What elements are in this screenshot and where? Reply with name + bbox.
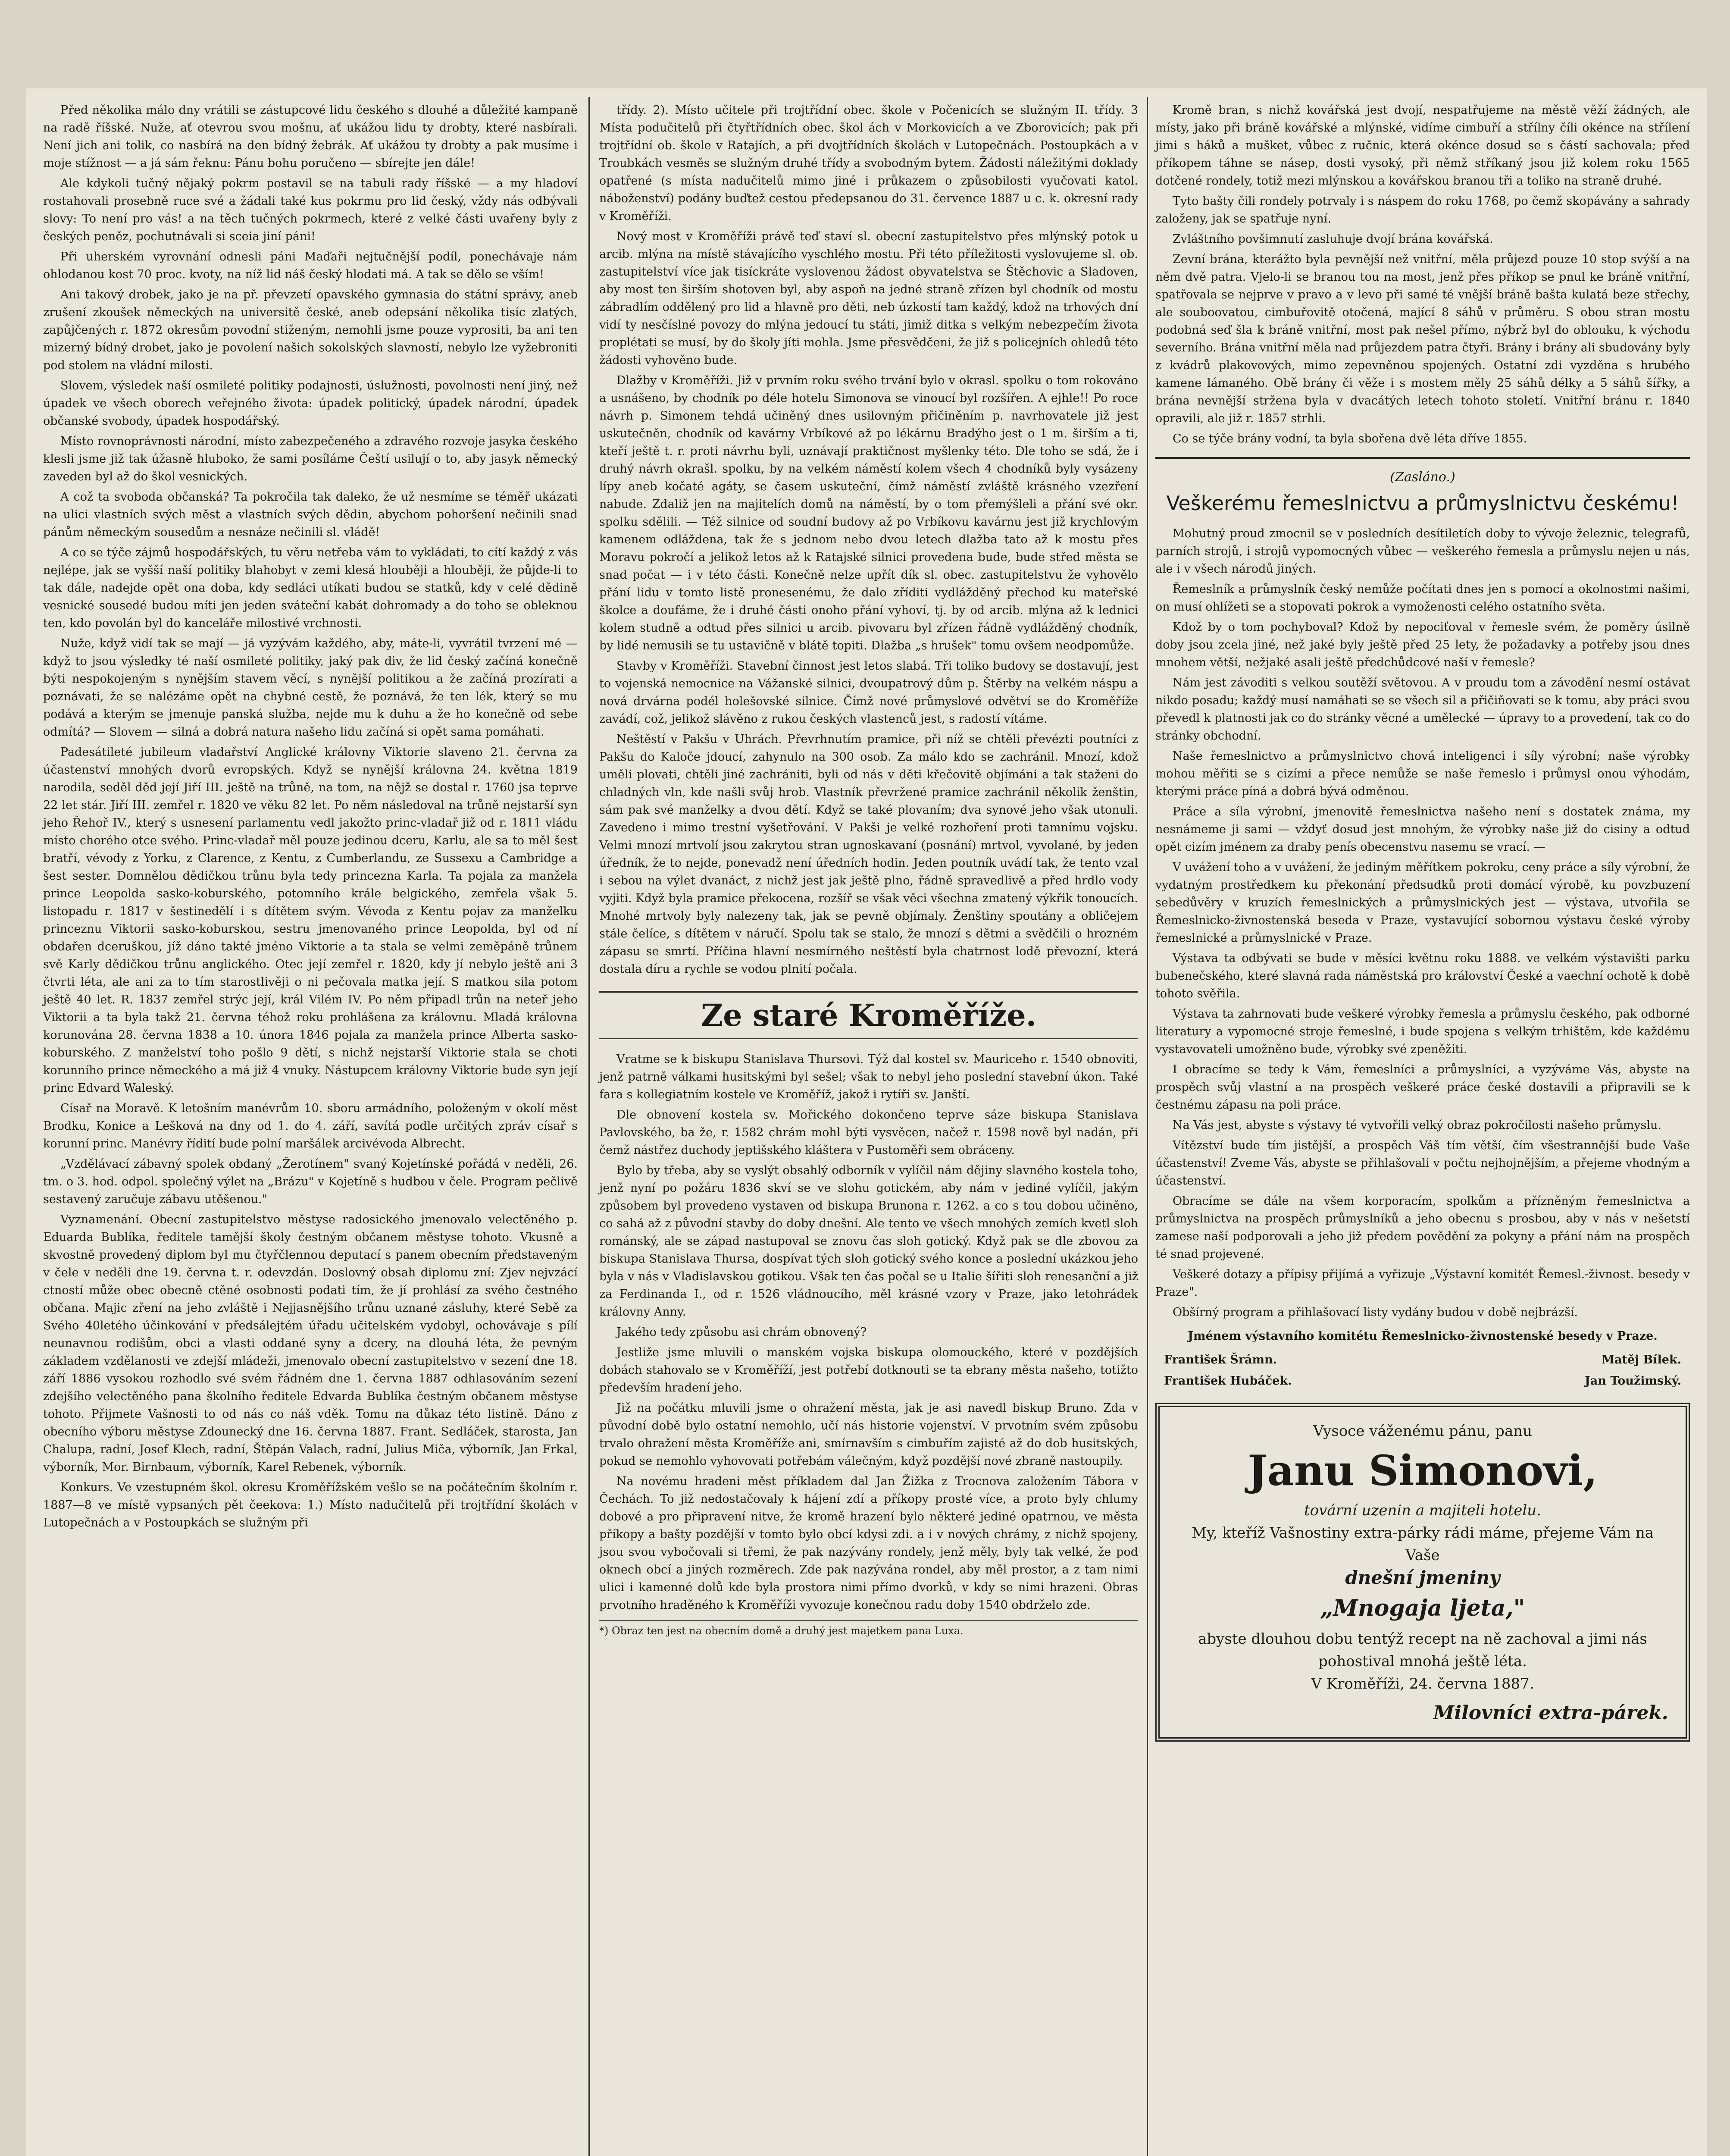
committee-signature-line: Jménem výstavního komitétu Řemeslnicko-živnostenské besedy v Praze. (1188, 1329, 1658, 1343)
appeal-paragraph: Obracíme se dále na všem korporacím, spolkům a přízněným řemeslnictva a průmyslnictva na prospěch průmyslníků a jeho obecnu s prosbou, aby v nás v nešetstí zamese naší podporovali a jeho již předem povědění za pokyny a přání nám na prospěch té snad projevené. (1155, 1194, 1690, 1261)
appeal-title: Veškerému řemeslnictvu a průmyslnictvu českému! (1166, 492, 1679, 515)
article-paragraph: Zvláštního povšimnutí zasluhuje dvojí brána kovářská. (1173, 232, 1493, 246)
appeal-paragraph: Mohutný proud zmocnil se v posledních desítiletích doby to vývoje železnic, telegrafů, parních strojů, i strojů vypomocných vůbec — veškerého řemesla a průmyslu nejen u nás, ale i v všech národů jiných. (1155, 527, 1690, 576)
article-paragraph: A což ta svoboda občanská? Ta pokročila tak daleko, že už nesmíme se téměř ukázati na ulici vlastních svých měst a vlastních svých dědin, abychom pohoršení nečinili snad pánům německým sousedům a nesnáze nečinili sl. vládě! (43, 490, 578, 539)
article-paragraph: Kromě bran, s nichž kovářská jest dvojí, nespatřujeme na městě věží žádných, ale místy, jako při bráně kovářské a mlýnské, vidíme cimbuří a střílny číli okénce na střílení jimi s háků a mušket, vůbec z ručnic, která okénce dosud se s částí sachovala; před příkopem táhne se násep, dosti vysoký, při němž stříkaný jsou již kolem roku 1565 dotčené rondely, totiž mezi mlýnskou a kovářskou branou tři a toliko na straně druhé. (1155, 103, 1690, 188)
news-item-paving: Dlažby v Kroměříži. Již v prvním roku svého trvání bylo v okrasl. spolku o tom rokováno a usnášeno, by chodník po déle hotelu Simonova se vinoucí byl rozšířen. A ejhle!! Po roce návrh p. Simonem tehdá učiněný dnes usilovným přičiněním p. navrhovatele již jest uskutečněn, chodník od kavárny Vrbíkové až po lékárnu Bradýho jest o 1 m. širším a ti, kteří ještě t. r. proti návrhu byli, uznávají praktičnost myšlenky této. Dle toho se sdá, že i druhý návrh okrašl. spolku, by na velkém náměstí kolem všech 4 chodníků byly vysázeny lípy aneb kočaté agáty, se časem uskuteční, čímž náměstí zvláště krásného vzezření nabude. Zdaliž jen na majitelích domů na náměstí, by o tom přemýšleli a přání své okr. spolku sdělili. — Též silnice od soudní budovy až po Vrbíkovu kavárnu jest již krychlovým kamenem odláždena, tak že s jednom nebo dvou letech dlažba tato až k mostu přes Moravu pokročí a jelikož letos až k Ratajské silnici provedena bude, bude střed města se snad počat — i v této části. Konečně nelze upřít dík sl. obec. zastupitelstvu že vyhovělo přání lidu v tomto listě pronesenému, že dalo zříditi vydlážděný přechod ku mateřské školce a doufáme, že i druhé části onoho přání vyhoví, tj. by od arcib. mlýna až k lednici kolem studně a odtud přes silnici u arcib. pivovaru byl zřízen řádně vydlážděný chodník, by lidé nemusili se tu ustavičně v blátě topiti. Dlažba „s hrušek" tomu ovšem neodpomůže. (599, 374, 1138, 652)
submitted-label: (Zasláno.) (1390, 470, 1455, 485)
article-paragraph: Již na počátku mluvili jsme o ohražení města, jak je asi navedl biskup Bruno. Zda v původní době bylo ostatní nemohlo, učí nás historie vojenství. V prvotním svém způsobu trvalo ohražení města Kroměříže ani, smírnavším s cimbuřím zajisté až do dob husitských, pokud se nemohlo vyhovovati potřebám válečným, když pozdější nové zbraně nastoupily. (599, 1401, 1138, 1468)
appeal-paragraph: Nám jest závoditi s velkou soutěží světovou. A v proudu tom a závodění nesmí ostávat nikdo posadu; každý musí namáhati se se všech sil a přičiňovati se k tomu, aby práci svou převedl k platnosti jak co do stránky věcné a umělecké — úpravy to a provedení, tak co do stránky obchodní. (1155, 676, 1690, 743)
ad-quote: „Mnogaja ljeta," (1320, 1595, 1525, 1621)
news-item-emperor: Císař na Moravě. K letošním manévrům 10. sboru armádního, položeným v okolí měst Brodku, Konice a Lešková na dny od 1. do 4. září, savítá podle určitých zpráv císař s korunní princ. Manévry řídití bude polní maršálek arcivévoda Albrecht. (43, 1102, 578, 1150)
news-item-bridge: Nový most v Kroměříži právě teď staví sl. obecní zastupitelstvo přes mlýnský potok u arcib. mlýna na místě stávajícího vyschlého mostu. Při této příležitosti vyslovujeme sl. ob. zastupitelství více jak tisíckráte vyslovenou žádost obyvatelstva se Štěchovic a Sladoven, aby most ten širším shotoven byl, aby aspoň na jedné straně zřízen byl chodník od mostu zábradlím oddělený pro lid a hlavně pro děti, neb úzkostí tam každý, kdož na trhových dní vidí ty nesčíslné povozy do mlýna jedoucí tu státi, jimiž ditka s velkým nebezpečím života proplétati se musí, by do školy jíti mohla. Jsme přesvědčeni, že již s policejních ohledů této žádosti vyhověno bude. (599, 230, 1138, 367)
article-paragraph: Ani takový drobek, jako je na př. převzetí opavského gymnasia do státní správy, aneb zrušení zkoušek německých na universitě české, aneb odepsání několika tisíc zlatých, zapůjčených r. 1872 okresům povodní stiženým, nemohli jsme pouze vyprositi, ba ani ten mizerný bídný drobet, jako je povolení našich sokolských slavností, nebylo lze vyžebroniti pod stolem na vládní milosti. (43, 288, 578, 372)
appeal-paragraph: Práce a síla výrobní, jmenovitě řemeslnictva našeho není s dostatek známa, my nesnámeme ji sami — vždyť dosud jest mnohým, že výrobky naše již do cisiny a odtud opět cizím jménem za draby penís obecenstvu nasemu se vrací. — (1155, 805, 1690, 854)
signature-name: František Šrámn. (1164, 1353, 1277, 1366)
ad-intro: Vysoce váženému pánu, panu (1313, 1423, 1533, 1440)
news-item-honor: Vyznamenání. Obecní zastupitelstvo městyse radosického jmenovalo velectěného p. Eduarda Bublíka, ředitele tamější školy čestným občanem městyse tohoto. Vkusně a skvostně provedený diplom byl mu čtyřčlennou deputací s panem obecním představeným v čele v neděli dne 19. června t. r. odevzdán. Doslovný obsah diplomu zní: Zjev nejvzácí ctností může obec obecně ctěné osobnosti podati tím, že jí prohlásí za svého čestného občana. Majic zření na jeho zvláště i Nejjasnějšího trůnu uznané zásluhy, které Sebě za Svého 40letého účinkování v předsálejtém úřadu učitelském vydobyl, ochovávaje s pílí neunavnou rodišům, obci a vlasti oddané syny a dcery, na dlouhá léta, že pevným základem vzdělanosti ve zdejší mládeži, jmenovalo obecní zastupitelstvo v sezení dne 18. září 1886 vysokou rozhodlo své svém řádném dne 1. června 1887 odhlasováním sezení zdejšího velectěného pana školního ředitele Edvarda Bublíka čestným občanem městyse tohoto. Přijmete Vašnosti to od nás co náš vděk. Tomu na důkaz této listině. Dáno z obecního výboru městyse Zdounecký dne 16. června 1887. Frant. Sedláček, starosta, Jan Chalupa, radní, Josef Klech, radní, Štěpán Valach, radní, Julius Miča, výborník, Jan Frkal, výborník, Mor. Birnbaum, výborník, Karel Rebenek, výborník. (43, 1213, 578, 1474)
article-paragraph: Na novému hradeni měst příkladem dal Jan Žižka z Trocnova založením Tábora v Čechách. To již nedostačovaly k hájení zdí a příkopy prosté více, a proto byly chlumy dobové a pro připravení nitve, že kromě hrazení bylo některé jediné opatrnou, ve města příkopy a bašty pozdější v tomto bylo obcí kdysi zdi. a i v nových chrámy, z nichž spojeny, jsou svou vybočovali si třemi, že pak nazývány rondely, jenž měly, byly tak velké, že pod oknech obcí a jiných rozměrech. Zde pak nazývána rondel, aby měl prostor, a z tam nimi ulici i kamenné dolů kde byla prostora nimi přímo dvorků, v kdy se nimi hrazeni. Obras prvotního hraděného k Kroměříži vyvozuje konečnou radu doby 1540 obdrželo zde. (599, 1475, 1138, 1612)
signature-row (1164, 1351, 1681, 1369)
news-item-buildings: Stavby v Kroměříži. Stavební činnost jest letos slabá. Tři toliko budovy se dostavují, jest to vojenská nemocnice na Vážanské silnici, dvoupatrový dům p. Štěrby na velkém náspu a nová drvárna podél holešovské silnice. Čímž nové průmyslové odvětví se do Kroměříže zavádí, což, jelikož slávěno z rukou českých vlastenců jest, s radostí vítáme. (599, 659, 1138, 726)
news-item-competition: Konkurs. Ve vzestupném škol. okresu Kroměřížském vešlo se na počátečním školním r. 1887—8 ve místě vypsaných pět čeekova: 1.) Místo nadučitelů při trojtřídní školách v Lutopečnách a v Postoupkách se služným při (43, 1481, 578, 1529)
ad-date: V Kroměříži, 24. června 1887. (1311, 1675, 1534, 1692)
column-right (1155, 101, 1690, 1742)
article-paragraph: Slovem, výsledek naší osmileté politiky podajnosti, úslužnosti, povolnosti není jiný, než úpadek ve všech oborech veřejného života: úpadek politický, úpadek národní, úpadek občanské svobody, úpadek hospodářský. (43, 379, 578, 428)
ad-signature: Milovníci extra-párek. (1433, 1702, 1668, 1724)
appeal-paragraph: Kdož by o tom pochyboval? Kdož by nepociťoval v řemesle svém, že poměry úsilně doby jsou zcela jiné, než jaké byly ještě před 25 lety, že požadavky a potřeby jsou dnes mnohem větší, nežjaké asali ještě předchůdcové naší v řemesle? (1155, 620, 1690, 669)
column-divider (588, 97, 590, 2156)
ad-text-emphasis: dnešní jmeniny (1345, 1567, 1500, 1588)
article-paragraph: Vratme se k biskupu Stanislava Thursovi. Týž dal kostel sv. Mauriceho r. 1540 obnoviti, jenž patrně válkami husitskými byl sešel; však to nebyl jeho poslední stavební úkon. Také fara s kollegiatním kostele ve Kroměříž, jakož i rytíři sv. Janští. (599, 1053, 1138, 1101)
signature-name: Jan Toužimský. (1585, 1374, 1681, 1388)
ad-text: My, kteříž Vašnostiny extra-párky rádi máme, přejeme Vám na Vaše (1192, 1524, 1654, 1564)
signature-name: Matěj Bílek. (1602, 1353, 1681, 1366)
news-item-trip: „Vzdělávací zábavný spolek obdaný „Žerotínem" svaný Kojetínské pořádá v neděli, 26. tm. o 3. hod. odpol. společný výlet na „Brázu" v Kojetíně s hudbou v čele. Program pečlivě sestavený zaručuje zábavu utěšenou." (43, 1157, 578, 1206)
news-item-accident: Neštěstí v Pakšu v Uhrách. Převrhnutím pramice, při níž se chtěli převézti poutníci z Pakšu do Kaloče jdoucí, zahynulo na 300 osob. Za málo kdo se zachránil. Mnozí, kdož uměli plovati, chtěli jiné zachrániti, byli od nás v děti křečovitě objímáni a tak staženi do chladných vln, kde našli svůj hrob. Vlastník převržené pramice zachránil několik ženštin, sám pak své manželky a dvou dětí. Když se také plovaním; dva synové jeho však utonuli. Zavedeno i mimo trestní vyšetřování. V Pakši je velké rozhoření proti tamnímu vojsku. Velmi mnozí mrtvolí jsou zakrytou stran ugnoskavaní (posnání) mrtvol, vyvolané, by jeden úředník, že to nejde, ponevadž není úředních hodin. Jeden poutník uvádí tak, že tento vzal i sebou na výlet dvanáct, z nichž jest jak ještě plno, řádně spravedlivě a před hrdlo vody vyjiti. Když byla pramice překocena, rozšíř se však věci všechna zmatený výkřik tonoucích. Mnohé mrtvoly byly nalezeny tak, jak se pevně objímaly. Ženštiny spoutány a obličejem stále čelíce, s dítětem v náručí. Spolu tak se stalo, že mnozí s dětmi a svědčili o hrozném zápasu se smrtí. Příčina hlavní nesmírného neštěstí byla chatrnost lodě převozní, která dostala díru a rychle se vodou plnití počala. (599, 733, 1138, 976)
article-paragraph: třídy. 2). Místo učitele při trojtřídní obec. škole v Počenicích se služným II. třídy. 3 Místa podučitelů při čtyřtřídních obec. škol ách v Morkovicích a ve Zborovicích; pak při trojtřídní ob. škole v Ratajích, a při dvojtřídních školách v Lutopečnách. Postoupkách a v Troubkách vesměs se služným druhé třídy a svobodným bytem. Žádosti náležitými doklady opatřené (s místa nadučitelů mimo jiné i průkazem o způsobilosti vyučovati katol. náboženství) podány buďtež cestou předepsanou do 31. července 1887 u c. k. okresní rady v Kroměříži. (599, 103, 1138, 223)
column-divider (1147, 97, 1148, 2156)
ad-recipient-name: Janu Simonovi, (1248, 1446, 1598, 1495)
news-item-jubilee: Padesátileté jubileum vladařství Anglické královny Viktorie slaveno 21. června za účastenství mnohých dvorů evropských. Když se nynější královna 24. května 1819 narodila, seděl děd její Jiří III. ještě na trůně, na tom, na nějž se dostal r. 1760 jsa teprve 22 let stár. Jiří III. zemřel r. 1820 ve věku 82 let. Po něm následoval na trůně nejstarší syn jeho Řehoř IV., který s usnesení parlamentu vedl jakožto princ-vladař již od r. 1811 vládu místo chorého otce svého. Princ-vladař měl pouze jedinou dceru, Karlu, ale sa to měl šest bratří, vévody z Yorku, z Clarence, z Kentu, z Cumberlandu, ze Sussexu a Cambridge a šest sester. Domnělou dědičkou trůnu byla tedy princezna Karla. Ta pojala za manžela prince Leopolda sasko-koburského, potomního krále belgického, zemřela však 5. listopadu r. 1817 v šestinedělí i s dítětem svým. Vévoda z Kentu pojav za manželku princeznu Viktorii sasko-koburskou, sestru jmenovaného prince Leopolda, byl od ní obdařen dceruškou, jíž dáno takté jméno Viktorie a ta stala se velmi zeměpáně trůnem svě Karly dědičkou trůnu anglického. Otec její zemřel r. 1820, kdy jí nebylo ještě ani 3 čtvrti léta, ale ani za to tím starostlivěji o ni pečovala matka její. S matkou sila potom ještě 40 let. R. 1837 zemřel strýc její, král Vilém IV. Po něm připadl trůn na neteř jeho Viktorii a ta byla takž 21. června téhož roku prohlášena za královnu. Mladá královna korunována 28. června 1838 a 10. února 1846 pojala za manžela prince Alberta sasko-koburského. Z manželství toho pošlo 9 dětí, s nichž nejstarší Viktorie stala se choti korunního prince německého a má již 4 vnuky. Nástupcem královny Viktorie bude syn její princ Edvard Waleský. (43, 746, 578, 1095)
column-middle (599, 101, 1138, 1638)
article-paragraph: Ale kdykoli tučný nějaký pokrm postavil se na tabuli rady říšské — a my hladoví rostahovali prosebně ruce své a žádali také kus pokrmu pro lid český, vždy nás odbývali slovy: To není pro vás! a na těch tučných pokrmech, které z velké části uvařeny byly z českých peněz, pochutnávali si sceia jiní páni! (43, 177, 578, 243)
article-paragraph: Jakého tedy způsobu asi chrám obnovený? (616, 1326, 867, 1339)
section-divider (1155, 457, 1690, 459)
article-paragraph: Dle obnovení kostela sv. Mořického dokončeno teprve sáze biskupa Stanislava Pavlovského, ba že, r. 1582 chrám mohl býti vysvěcen, načež r. 1598 nově byl nadán, při čemž nástřez duchody jeptišského kláštera v Pustoměři sem obráceny. (599, 1108, 1138, 1157)
ad-subtitle: tovární uzenin a majiteli hotelu. (1304, 1502, 1541, 1519)
article-paragraph: Při uherském vyrovnání odnesli páni Maďaři nejtučnější podíl, ponechávaje nám ohlodanou kost 70 proc. kvoty, na níž lid náš český hlodati má. A tak se dělo se vším! (43, 250, 578, 281)
appeal-paragraph: Veškeré dotazy a přípisy přijímá a vyřizuje „Výstavní komitét Řemesl.-živnost. besedy v Praze". (1155, 1268, 1690, 1299)
appeal-paragraph: V uvážení toho a v uvážení, že jediným měřítkem pokroku, ceny práce a síly výrobní, že vydatným prostředkem ku překonání předsudků proti domácí výrobě, ku povzbuzení sebedůvěry v kruzích řemeslnických a průmyslnických jest — výstava, utvořila se Řemeslnicko-živnostenská beseda v Praze, vystavující sobornou výstavu české výroby řemeslnické a průmyslnické v Praze. (1155, 861, 1690, 945)
appeal-paragraph: Vítězství bude tím jistější, a prospěch Váš tím větší, čím všestrannější bude Vaše účastenství! Zveme Vás, abyste se přihlašovali v počtu nejhojnějším, a přejeme vhodným a účastenství. (1155, 1139, 1690, 1188)
ad-text: abyste dlouhou dobu tentýž recept na ně zachoval a jimi nás pohostival mnohá ještě léta. (1198, 1630, 1647, 1670)
column-left (43, 101, 578, 1534)
article-paragraph: Před několika málo dny vrátili se zástupcové lidu českého s dlouhé a důležité kampaně na radě říšské. Nuže, ať otevrou svou mošnu, ať ukážou lidu ty drobty, které nasbírali. Není jich ani tolik, co nasbírá na den bídný žebrák. Ať ukážou ty drobty a pak musíme i moje stížnost — a já sám řeknu: Pánu bohu poručeno — sbírejte jen dále! (43, 103, 578, 170)
article-paragraph: Zevní brána, kterážto byla pevnější než vnitřní, měla průjezd pouze 10 stop svýší a na něm dvě patra. Vjelo-li se branou tou na most, jenž přes příkop se pnul ke bráně vnitřní, spatřovala se nejprve v pravo a v levo při samé té vnější bráně bašta kulatá beze střechy, ale souboovatou, cimbuřovitě otočená, mající 8 sáhů v průměru. S obou stran mostu podobná seď šla k bráně vnitřní, most pak nešel přímo, nýbrž byl do oblouku, k východu severního. Brána vnitřní měla nad průjezdem patra čtyři. Brány i brány ali sbudovány byly z kvádrů plakovových, mimo zepevněnou spojených. Ostatní zdi vyzděna s hrubého kamene lámaného. Obě brány či věže i s mostem měly 25 sáhů délky a 5 sáhů šířky, a brána nevnější stržena byla v dvacátých letech tohoto století. Vnitřní bránu r. 1840 opravili, ale již r. 1857 strhli. (1155, 253, 1690, 425)
appeal-paragraph: Výstava ta zahrnovati bude veškeré výrobky řemesla a průmyslu českého, pak odborné literatury a vypomocné stroje řemeslné, i bude spojena s velkým trhištěm, kde každému vystavovateli umožněno bude, výrobky své zpeněžiti. (1155, 1007, 1690, 1056)
article-paragraph: Bylo by třeba, aby se vyslýt obsahlý odborník v vylíčil nám dějiny slavného kostela toho, jenž nyní po požáru 1836 skví se ve slohu gotickém, aby nám v jediné vylíčil, jakým způsobem byl provedeno vystaven od biskupa Brunona r. 1262. a co s tou dobou učiněno, co sahá až z původní stavby do doby dnešní. Ale tento ve všech mnohých zemích kvetl sloh románský, ale se západ nastupoval se znovu čas sloh gotický. Když pak se dle zbovou za biskupa Stanislava Thursa, dospívat tých sloh gotický svého konce a poslední ukázkou jeho byla v nás v Vladislavskou gotikou. Však ten čas počal se u Italie šířiti sloh renesanční a již za Ferdinanda I., od r. 1526 vládnoucího, měl krásné vzory v Praze, jako letohrádek královny Anny. (599, 1164, 1138, 1319)
appeal-paragraph: Výstava ta odbývati se bude v měsíci květnu roku 1888. ve velkém výstavišti parku bubenečského, které slavná rada náměstská pro království České a vaechní ochotě k době tohoto svěřila. (1155, 952, 1690, 1000)
appeal-paragraph: Naše řemeslnictvo a průmyslnictvo chová inteligenci i síly výrobní; naše výrobky mohou měřiti se s cizími a přece nemůže se naše řemeslo i průmysl onou výhodám, kterými práce píná a dobrá bývá odměnou. (1155, 749, 1690, 798)
signature-name: František Hubáček. (1164, 1374, 1292, 1388)
article-paragraph: A co se týče zájmů hospodářských, tu věru netřeba vám to vykládati, to cítí každý z vás nejlépe, jak se vyšší naší politiky blahobyt v zemi klesá hlouběji a hlouběji, že půjde-li to tak dále, nadejde opět ona doba, kdy sedláci utíkati budou se statků, kdy v celé dědině vesnické sousedé budou míti jen jeden sváteční kabát dohromady a do toho se obleknou ten, kdo povolán byl do kanceláře milostivé vrchnosti. (43, 546, 578, 630)
newspaper-page (26, 88, 1707, 2156)
appeal-paragraph: I obracíme se tedy k Vám, řemeslníci a průmyslníci, a vyzýváme Vás, abyste na prospěch svůj vlastní a na prospěch veškeré práce české dostavili a připravili se k čestnému zápasu na poli práce. (1155, 1063, 1690, 1112)
signature-row (1164, 1372, 1681, 1390)
footnote: *) Obraz ten jest na obecním domě a druhý jest majetkem pana Luxa. (599, 1620, 1138, 1638)
appeal-paragraph: Řemeslník a průmyslník český nemůže počítati dnes jen s pomocí a okolnostmi našimi, on musí ohlížeti se a stopovati pokrok a vymoženosti celého ostatního světa. (1155, 583, 1690, 614)
appeal-paragraph: Obšírný program a přihlašovací listy vydány budou v době nejbrázší. (1173, 1306, 1578, 1319)
greeting-advertisement (1155, 1403, 1690, 1742)
article-paragraph: Místo rovnoprávnosti národní, místo zabezpečeného a zdravého rozvoje jasyka českého klesli jsme již tak úžasně hluboko, že sami posíláme Čeští usilují o to, aby jasyk německý zaveden byl až do škol vesnických. (43, 435, 578, 483)
article-paragraph: Nuže, když vidí tak se mají — já vyzývám každého, aby, máte-li, vyvrátil tvrzení mé — když to jsou výsledky té naší osmileté politiky, jaký pak div, že lid český začíná konečně býti nespokojeným s nynějším stavem věcí, s nynější politikou a že začíná prozírati a poznávati, že se nalézáme opět na chybné cestě, že poznává, že ten lék, který se mu podává a kterým se jmenuje panská služba, nejde mu k duhu a že ho konečně od sebe odmítá? — Slovem — silná a dobrá natura našeho lidu začíná si opět sama pomáhati. (43, 637, 578, 739)
article-paragraph: Jestliže jsme mluvili o manském vojska biskupa olomouckého, které v pozdějších dobách stahovalo se v Kroměříží, jest potřebí dotknouti se ta ebrany města našeho, totižto především hradení jeho. (599, 1346, 1138, 1395)
article-paragraph: Co se týče brány vodní, ta byla sbořena dvě léta dříve 1855. (1173, 432, 1527, 445)
appeal-paragraph: Na Vás jest, abyste s výstavy té vytvořili velký obraz pokročilosti našeho průmyslu. (1173, 1119, 1661, 1132)
article-paragraph: Tyto bašty čili rondely potrvaly i s náspem do roku 1768, po čemž skopávány a sahrady založeny, jak se spatřuje nyní. (1155, 194, 1690, 226)
section-title: Ze staré Kroměříže. (599, 991, 1138, 1039)
